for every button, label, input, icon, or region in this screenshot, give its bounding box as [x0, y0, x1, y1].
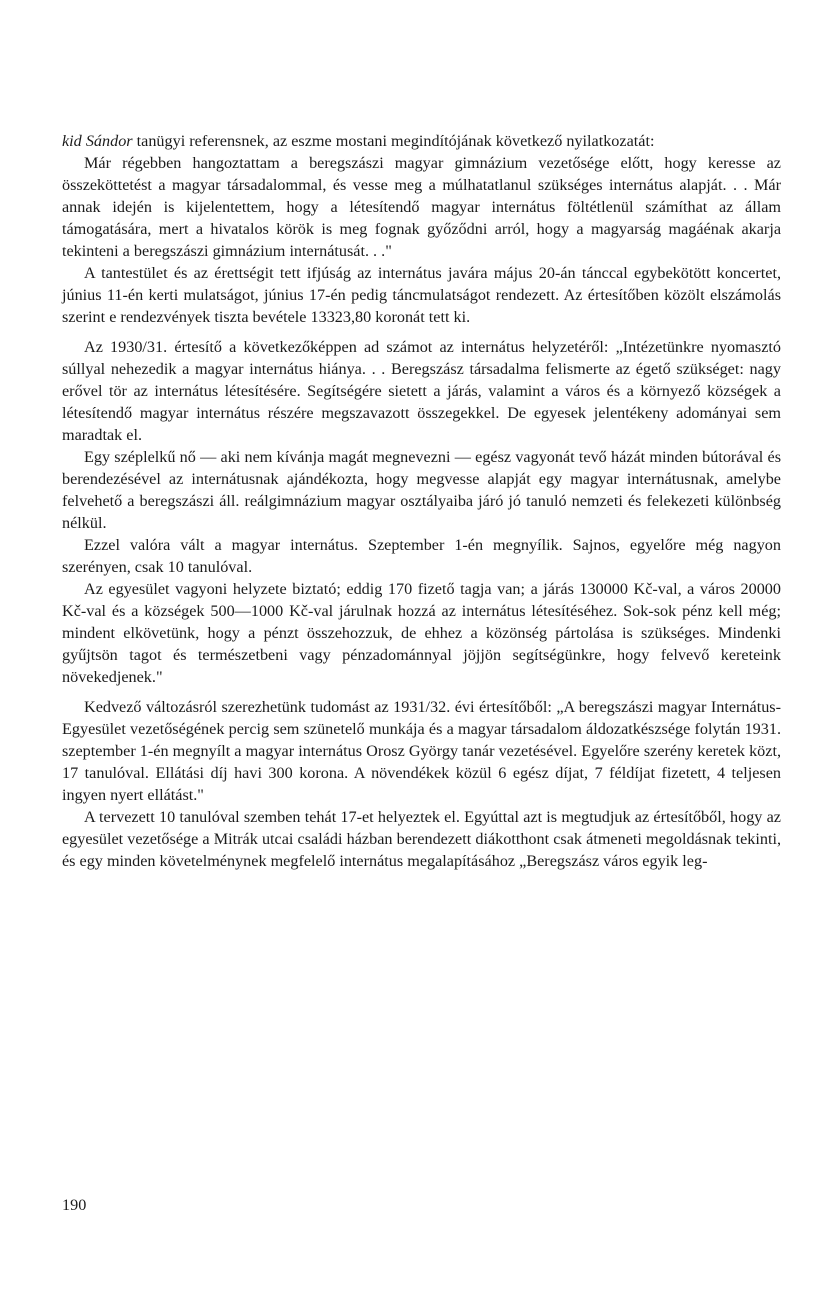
italic-name: kid Sándor	[62, 132, 133, 150]
paragraph-5: Egy széplelkű nő — aki nem kívánja magát megnevezni — egész vagyonát tevő házát minden bútorával és berendezésével az internátusnak ajándékozta, hogy megvesse alapját egy magyar internátusnak, amelybe felvehető a beregszászi áll. reálgimnázium magyar osztályaiba járó jó tanuló nemzeti és felekezeti különbség nélkül.	[62, 448, 781, 532]
paragraph-9: A tervezett 10 tanulóval szemben tehát 17-et helyeztek el. Egyúttal azt is megtudjuk az értesítőből, hogy az egyesület vezetősége a Mitrák utcai családi házban berendezett diákotthont csak átmeneti megoldásnak tekinti, és egy minden követelménynek megfelelő internátus megalapításához „Beregszász város egyik leg-	[62, 808, 781, 870]
page-number: 190	[62, 1196, 87, 1214]
page-body	[62, 130, 781, 872]
paragraph-1	[62, 130, 781, 152]
paragraph-4: Az 1930/31. értesítő a következőképpen ad számot az internátus helyzetéről: „Intézetünkre nyomasztó súllyal nehezedik a magyar internátus hiánya. . . Beregszász társadalma felismerte az égető szükséget: nagy erővel tör az internátus létesítésére. Segítségére sietett a járás, valamint a város és a környező községek a létesítendő magyar internátus részére megszavazott összegekkel. De egyesek jelentékeny adományai sem maradtak el.	[62, 338, 781, 444]
paragraph-8: Kedvező változásról szerezhetünk tudomást az 1931/32. évi értesítőből: „A beregszászi magyar Internátus-Egyesület vezetőségének percig sem szünetelő munkája és a magyar társadalom áldozatkészsége folytán 1931. szeptember 1-én megnyílt a magyar internátus Orosz György tanár vezetésével. Egyelőre szerény keretek közt, 17 tanulóval. Ellátási díj havi 300 korona. A növendékek közül 6 egész díjat, 7 féldíjat fizetett, 4 teljesen ingyen nyert ellátást."	[62, 698, 781, 804]
paragraph-2: Már régebben hangoztattam a beregszászi magyar gimnázium vezetősége előtt, hogy keresse az összeköttetést a magyar társadalommal, és vesse meg a múlhatatlanul szükséges internátus alapját. . . Már annak idején is kijelentettem, hogy a létesítendő magyar internátus föltétlenül számíthat az állam támogatására, mert a hivatalos körök is meg fognak győződni arról, hogy a magyarság magáénak akarja tekinteni a beregszászi gimnázium internátusát. . ."	[62, 154, 781, 260]
paragraph-6: Ezzel valóra vált a magyar internátus. Szeptember 1-én megnyílik. Sajnos, egyelőre még nagyon szerényen, csak 10 tanulóval.	[62, 536, 781, 576]
paragraph-7: Az egyesület vagyoni helyzete biztató; eddig 170 fizető tagja van; a járás 130000 Kč-val, a város 20000 Kč-val és a községek 500—1000 Kč-val járulnak hozzá az internátus létesítéséhez. Sok-sok pénz kell még; mindent elkövetünk, hogy a pénzt összehozzuk, de ehhez a közönség pártolása is szükséges. Mindenki gyűjtsön tagot és természetbeni vagy pénzadománnyal jöjjön segítségünkre, hogy felvevő kereteink növekedjenek."	[62, 580, 781, 686]
paragraph-1-text: tanügyi referensnek, az eszme mostani megindítójának következő nyilatkozatát:	[132, 132, 655, 150]
paragraph-3: A tantestület és az érettségit tett ifjúság az internátus javára május 20-án tánccal egybekötött koncertet, június 11-én kerti mulatságot, június 17-én pedig táncmulatságot rendezett. Az értesítőben közölt elszámolás szerint e rendezvények tiszta bevétele 13323,80 koronát tett ki.	[62, 264, 781, 326]
